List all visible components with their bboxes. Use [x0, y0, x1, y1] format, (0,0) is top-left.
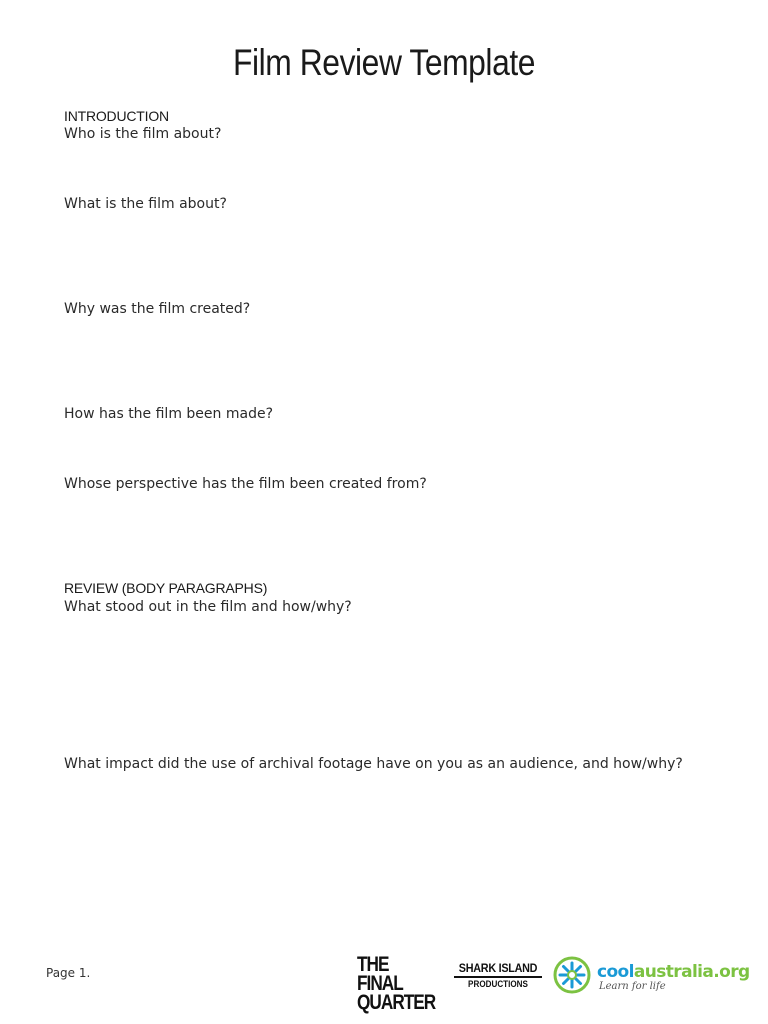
question-who: Who is the film about?	[64, 126, 222, 142]
question-perspective: Whose perspective has the film been created from?	[64, 476, 427, 492]
cool-australia-star-icon	[551, 954, 593, 996]
wordmark-part: cool	[597, 962, 634, 982]
shark-island-productions-logo	[452, 961, 544, 989]
page-number: Page 1.	[46, 966, 91, 980]
cool-australia-logo	[551, 954, 750, 996]
cool-australia-wordmark	[597, 962, 750, 982]
question-how: How has the film been made?	[64, 406, 273, 422]
question-archival-footage: What impact did the use of archival footage have on you as an audience, and how/why?	[64, 756, 683, 772]
logo-text-line: QUARTER	[357, 991, 436, 1014]
logo-divider	[454, 976, 542, 978]
section-heading-review: REVIEW (BODY PARAGRAPHS)	[64, 580, 268, 596]
page-title: Film Review Template	[232, 42, 536, 83]
question-why: Why was the film created?	[64, 301, 251, 317]
question-stood-out: What stood out in the film and how/why?	[64, 599, 352, 615]
logo-text-line: THE FINAL	[357, 953, 403, 995]
cool-australia-tagline: Learn for life	[599, 981, 666, 992]
logo-text-line: PRODUCTIONS	[468, 979, 528, 989]
section-heading-introduction: INTRODUCTION	[64, 108, 169, 124]
question-what: What is the film about?	[64, 196, 227, 212]
logo-text-line: SHARK ISLAND	[458, 961, 538, 975]
the-final-quarter-logo	[357, 955, 445, 1012]
wordmark-part: australia.org	[633, 962, 750, 982]
